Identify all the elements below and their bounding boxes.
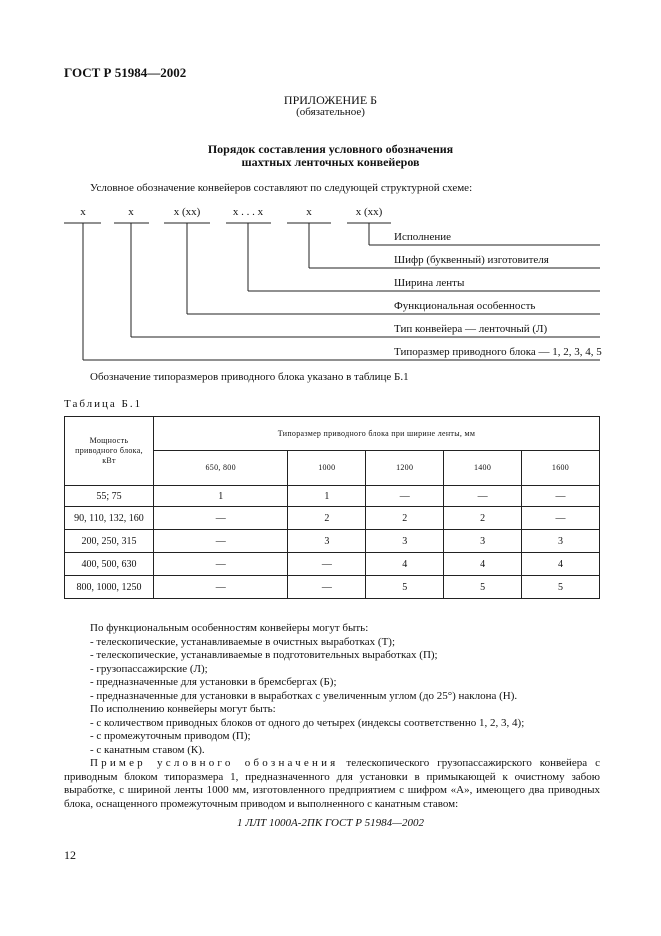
scheme-symbol-2: х: [128, 206, 134, 218]
features-intro: По функциональным особенностям конвейеры могут быть:: [90, 622, 369, 634]
execution-item: - с канатным ставом (К).: [90, 743, 205, 756]
value-cell: —: [444, 486, 522, 507]
scheme-symbol-1: х: [80, 206, 86, 218]
document-title-line-1: Порядок составления условного обозначения: [207, 142, 454, 156]
scheme-label-functional-feature: Функциональная особенность: [394, 300, 536, 312]
value-cell: 3: [288, 530, 366, 553]
value-cell: —: [288, 553, 366, 576]
power-header: Мощность приводного блока, кВт: [65, 417, 154, 486]
power-cell: 90, 110, 132, 160: [65, 507, 154, 530]
document-title: [0, 143, 661, 169]
table-row: [65, 553, 600, 576]
example-text: телескопического грузопассажирского конвейера с приводным блоком типоразмера 1, предназначенного для установки в примыкающей к очистному забою выработке, с шириной ленты 1000 мм, изготовленного предприятием с шифром «А», имеющего два приводных блока, оснащенного промежуточным приводом и выполненного с канатным ставом:: [64, 757, 601, 810]
value-cell: 1: [154, 486, 288, 507]
scheme-label-manufacturer-code: Шифр (буквенный) изготовителя: [394, 254, 549, 266]
value-cell: 4: [522, 553, 600, 576]
execution-item: - с количеством приводных блоков от одного до четырех (индексы соответственно 1, 2, 3, 4);: [90, 716, 525, 729]
scheme-symbol-3: х (хх): [173, 206, 201, 218]
table-row: [65, 530, 600, 553]
table-label: Таблица Б.1: [64, 398, 143, 410]
example-lead: Пример условного обозначения: [90, 757, 339, 769]
table-row: [65, 486, 600, 507]
width-header: 1400: [444, 451, 522, 486]
value-cell: —: [154, 507, 288, 530]
value-cell: —: [366, 486, 444, 507]
example-designation: 1 ЛЛТ 1000А-2ПК ГОСТ Р 51984—2002: [237, 817, 424, 829]
value-cell: —: [154, 576, 288, 599]
execution-intro: По исполнению конвейеры могут быть:: [90, 703, 276, 715]
value-cell: 5: [444, 576, 522, 599]
value-cell: —: [522, 486, 600, 507]
scheme-symbol-6: х (хх): [355, 206, 383, 218]
table-reference-note: Обозначение типоразмеров приводного блока указано в таблице Б.1: [90, 371, 409, 383]
value-cell: 2: [366, 507, 444, 530]
value-cell: —: [288, 576, 366, 599]
scheme-symbol-5: х: [306, 206, 312, 218]
width-header: 1200: [366, 451, 444, 486]
value-cell: 2: [444, 507, 522, 530]
value-cell: 4: [366, 553, 444, 576]
page-number: 12: [64, 848, 76, 862]
width-header: 1600: [522, 451, 600, 486]
power-cell: 55; 75: [65, 486, 154, 507]
features-item: - предназначенные для установки в выработках с увеличенным углом (до 25°) наклона (Н).: [90, 689, 518, 702]
width-header: 1000: [288, 451, 366, 486]
power-cell: 800, 1000, 1250: [65, 576, 154, 599]
power-cell: 400, 500, 630: [65, 553, 154, 576]
appendix-title: ПРИЛОЖЕНИЕ Б: [283, 93, 378, 107]
features-item: - грузопассажирские (Л);: [90, 662, 208, 675]
value-cell: 3: [522, 530, 600, 553]
value-cell: 2: [288, 507, 366, 530]
scheme-label-drive-size: Типоразмер приводного блока — 1, 2, 3, 4, 5: [394, 346, 602, 358]
belt-width-group-header: Типоразмер приводного блока при ширине ленты, мм: [154, 417, 600, 451]
table-row: [65, 576, 600, 599]
appendix-subtitle: (обязательное): [296, 106, 365, 118]
scheme-label-execution: Исполнение: [394, 231, 451, 243]
value-cell: 5: [522, 576, 600, 599]
features-item: - телескопические, устанавливаемые в подготовительных выработках (П);: [90, 649, 438, 661]
example-paragraph: [64, 757, 600, 811]
features-item: - предназначенные для установки в бремсбергах (Б);: [90, 676, 337, 688]
scheme-label-conveyor-type: Тип конвейера — ленточный (Л): [394, 323, 548, 335]
width-header: 650, 800: [154, 451, 288, 486]
value-cell: 3: [366, 530, 444, 553]
table-row: [65, 507, 600, 530]
scheme-intro: Условное обозначение конвейеров составляют по следующей структурной схеме:: [90, 182, 473, 194]
scheme-symbol-4: х . . . х: [232, 206, 264, 218]
value-cell: 4: [444, 553, 522, 576]
execution-item: - с промежуточным приводом (П);: [90, 730, 251, 742]
document-title-line-2: шахтных ленточных конвейеров: [241, 155, 420, 169]
value-cell: —: [522, 507, 600, 530]
value-cell: 1: [288, 486, 366, 507]
power-cell: 200, 250, 315: [65, 530, 154, 553]
value-cell: 3: [444, 530, 522, 553]
value-cell: —: [154, 530, 288, 553]
drive-size-table: [64, 416, 600, 599]
value-cell: —: [154, 553, 288, 576]
standard-header: ГОСТ Р 51984—2002: [64, 65, 187, 80]
scheme-label-belt-width: Ширина ленты: [394, 277, 465, 289]
features-item: - телескопические, устанавливаемые в очистных выработках (Т);: [90, 635, 396, 648]
value-cell: 5: [366, 576, 444, 599]
